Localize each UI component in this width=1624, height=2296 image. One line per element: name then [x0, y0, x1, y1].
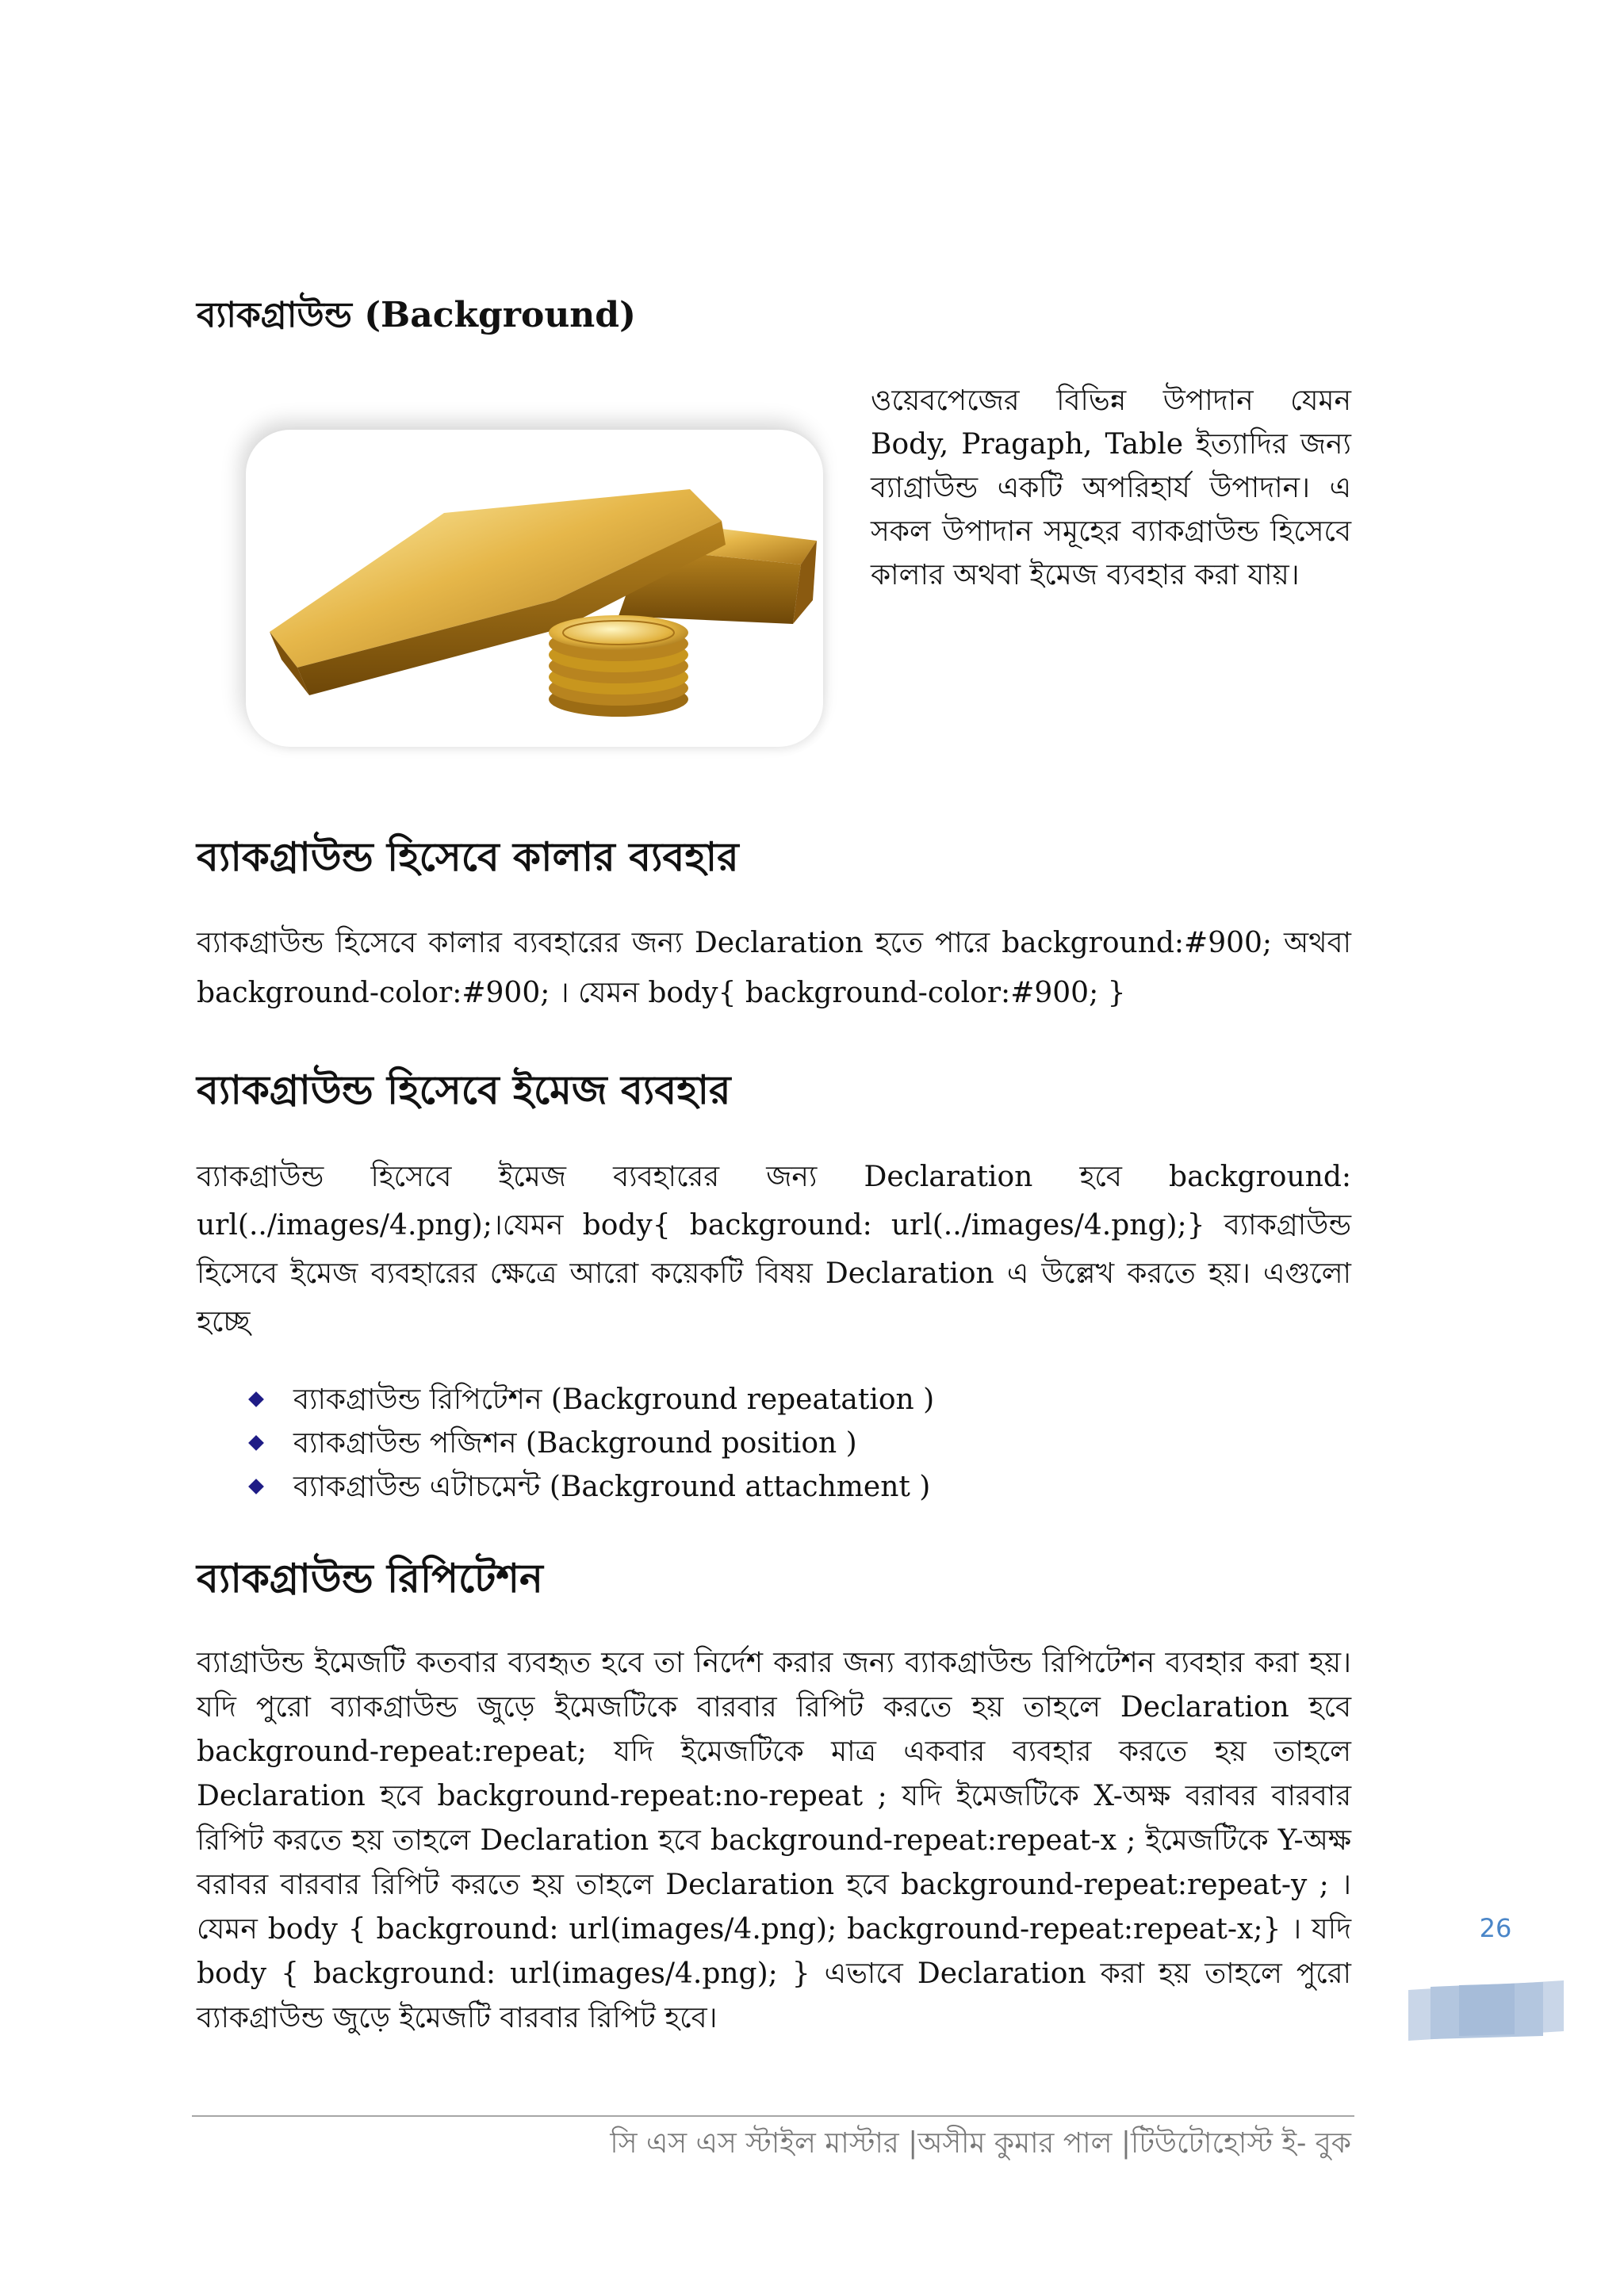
color-paragraph: ব্যাকগ্রাউন্ড হিসেবে কালার ব্যবহারের জন্য Declaration হতে পারে background:#900; অথবা background-color:#900; । যেমন body{ background-color:#900; } [197, 927, 1351, 1009]
page-heading: ব্যাকগ্রাউন্ড (Background) [197, 295, 636, 335]
footer-divider [192, 2115, 1354, 2117]
intro-paragraph: ওয়েবপেজের বিভিন্ন উপাদান যেমন Body, Pragaph, Table ইত্যাদির জন্য ব্যাগ্রাউন্ড একটি অপরিহার্য উপাদান। এ সকল উপাদান সমূহের ব্যাকগ্রাউন্ড হিসেবে কালার অথবা ইমেজ ব্যবহার করা যায়। [871, 385, 1351, 591]
list-item-text: ব্যাকগ্রাউন্ড পজিশন (Background position ) [293, 1427, 857, 1460]
gold-bars-illustration [246, 430, 823, 747]
repeat-paragraph: ব্যাগ্রাউন্ড ইমেজটি কতবার ব্যবহৃত হবে তা নির্দেশ করার জন্য ব্যাকগ্রাউন্ড রিপিটেশন ব্যবহার করা হয়। যদি পুরো ব্যাকগ্রাউন্ড জুড়ে ইমেজটিকে বারবার রিপিট করতে হয় তাহলে Declaration হবে background-repeat:repeat; যদি ইমেজটিকে মাত্র একবার ব্যবহার করতে হয় তাহলে Declaration হবে background-repeat:no-repeat ; যদি ইমেজটিকে X-অক্ষ বরাবর বারবার রিপিট করতে হয় তাহলে Declaration হবে background-repeat:repeat-x ; ইমেজটিকে Y-অক্ষ বরাবর বারবার রিপিট করতে হয় তাহলে Declaration হবে background-repeat:repeat-y ; । যেমন body { background: url(images/4.png); background-repeat:repeat-x;} । যদি body { background: url(images/4.png); } এভাবে Declaration করা হয় তাহলে পুরো ব্যাকগ্রাউন্ড জুড়ে ইমেজটি বারবার রিপিট হবে। [197, 1647, 1351, 2034]
list-item [246, 1465, 1277, 1509]
section-heading-color: ব্যাকগ্রাউন্ড হিসেবে কালার ব্যবহার [197, 834, 739, 880]
diamond-bullet-icon [248, 1391, 264, 1407]
list-item [246, 1422, 1277, 1465]
image-paragraph: ব্যাকগ্রাউন্ড হিসেবে ইমেজ ব্যবহারের জন্য Declaration হবে background: url(../images/4.png);।যেমন body{ background: url(../images/4.png);} ব্যাকগ্রাউন্ড হিসেবে ইমেজ ব্যবহারের ক্ষেত্রে আরো কয়েকটি বিষয় Declaration এ উল্লেখ করতে হয়। এগুলো হচ্ছে [197, 1161, 1351, 1338]
list-item-text: ব্যাকগ্রাউন্ড রিপিটেশন (Background repeatation ) [293, 1383, 935, 1416]
section-heading-image: ব্যাকগ্রাউন্ড হিসেবে ইমেজ ব্যবহার [197, 1067, 731, 1113]
diamond-bullet-icon [248, 1435, 264, 1451]
page-number: 26 [1479, 1913, 1512, 1943]
footer-text: সি এস এস স্টাইল মাস্টার |অসীম কুমার পাল |টিউটোহোস্ট ই- বুক [610, 2127, 1351, 2160]
list-item-text: ব্যাকগ্রাউন্ড এটাচমেন্ট (Background attachment ) [293, 1471, 931, 1503]
gold-bars-image [246, 430, 823, 747]
section-heading-repeat: ব্যাকগ্রাউন্ড রিপিটেশন [197, 1556, 543, 1601]
list-item [246, 1378, 1277, 1422]
diamond-bullet-icon [248, 1479, 264, 1494]
bullet-list [246, 1378, 1277, 1509]
page-ribbon-decoration [1408, 1980, 1564, 2041]
